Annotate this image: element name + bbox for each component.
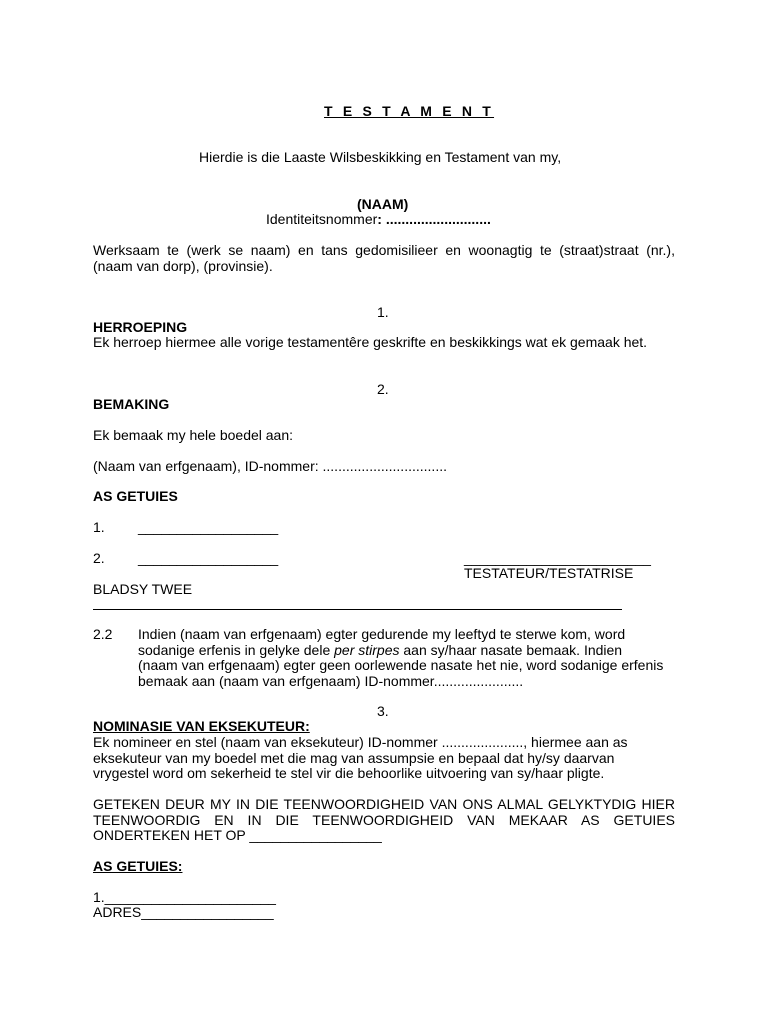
clause-2-2-number: 2.2: [93, 626, 113, 642]
witness-heading: AS GETUIES: [93, 488, 178, 504]
section-3-heading: NOMINASIE VAN EKSEKUTEUR:: [93, 718, 310, 734]
executor-line-3: vrygestel word om sekerheid te stel vir die behoorlike uitvoering van sy/haar pligte.: [93, 765, 605, 781]
section-1-number: 1.: [377, 304, 389, 320]
section-1-heading: HERROEPING: [93, 319, 188, 335]
witness-1-line: __________________: [138, 519, 279, 535]
page-two-label: BLADSY TWEE: [93, 581, 193, 597]
intro-text: Hierdie is die Laaste Wilsbeskikking en Testament van my,: [199, 149, 562, 165]
signing-line-2: TEENWOORDIG EN IN DIE TEENWOORDIGHEID VAN MEKAAR AS GETUIES: [93, 812, 675, 828]
testator-label: TESTATEUR/TESTATRISE: [464, 565, 634, 581]
heir-id-line: (Naam van erfgenaam), ID-nommer: ................................: [93, 458, 447, 474]
section-2-number: 2.: [377, 381, 389, 397]
signing-line-1: GETEKEN DEUR MY IN DIE TEENWOORDIGHEID VAN ONS ALMAL GELYKTYDIG HIER: [93, 796, 675, 812]
document-title: T E S T A M E N T: [324, 103, 495, 119]
signing-line-3: ONDERTEKEN HET OP _________________: [93, 827, 382, 843]
per-stirpes-term: per stirpes: [334, 642, 400, 658]
residence-line-1: Werksaam te (werk se naam) en tans gedomisilieer en woonagtig te (straat)straat (nr.),: [93, 242, 675, 258]
id-number-label: Identiteitsnommer: [266, 211, 378, 227]
name-placeholder: (NAAM): [357, 196, 409, 212]
clause-2-2-line-3: (naam van erfgenaam) egter geen oorlewende nasate het nie, word sodanige erfenis: [138, 657, 664, 673]
id-number-line: [266, 211, 491, 227]
page-divider: [93, 609, 622, 610]
bequeath-text: Ek bemaak my hele boedel aan:: [93, 427, 294, 443]
witness-2-number: 2.: [93, 550, 105, 566]
section-1-text: Ek herroep hiermee alle vorige testamentêre geskrifte en beskikkings wat ek gemaak het.: [93, 334, 648, 350]
executor-line-2: eksekuteur van my boedel met die mag van assumpsie en bepaal dat hy/sy daarvan: [93, 750, 615, 766]
id-number-dots: ...........................: [381, 211, 491, 227]
testator-signature-line: ________________________: [464, 550, 651, 566]
witness-2-line: __________________: [138, 550, 279, 566]
witnesses-heading-2: AS GETUIES:: [93, 858, 183, 874]
witness-1-address: ADRES_________________: [93, 904, 274, 920]
residence-line-2: (naam van dorp), (provinsie).: [93, 258, 273, 274]
witness-1-number: 1.: [93, 519, 105, 535]
clause-2-2-line-2-end: aan sy/haar nasate bemaak. Indien: [399, 642, 623, 658]
witness-1-signature: 1.______________________: [93, 889, 276, 905]
clause-2-2-line-2: [138, 642, 622, 658]
executor-line-1: Ek nomineer en stel (naam van eksekuteur) ID-nommer ....................., hiermee aan as: [93, 734, 628, 750]
clause-2-2-line-4: bemaak aan (naam van erfgenaam) ID-nommer.......................: [138, 673, 524, 689]
clause-2-2-line-1: Indien (naam van erfgenaam) egter gedurende my leeftyd te sterwe kom, word: [138, 626, 626, 642]
section-2-heading: BEMAKING: [93, 396, 170, 412]
id-number-separator: :: [377, 211, 382, 227]
section-3-number: 3.: [377, 703, 389, 719]
clause-2-2-line-2-start: sodanige erfenis in gelyke dele: [138, 642, 335, 658]
